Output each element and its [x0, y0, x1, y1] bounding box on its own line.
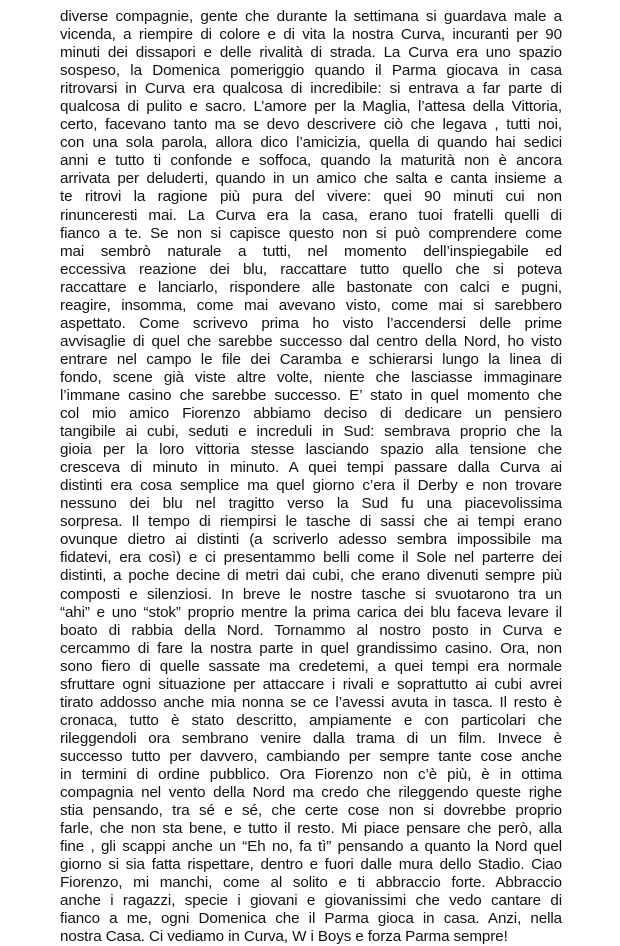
text-line: ritrovarsi in Curva era qualcosa di incredibile: si entrava a far parte di: [60, 80, 562, 98]
text-line: eccessiva reazione dei blu, raccattare tutto quello che si poteva: [60, 260, 562, 278]
text-line: farle, che non sta bene, e tutto il resto. Mi piace pensare che però, alla: [60, 820, 562, 838]
text-line: in termini di ordine pubblico. Ora Fiorenzo non c’è più, è in ottima: [60, 765, 562, 783]
text-line: col mio amico Fiorenzo abbiamo deciso di dedicare un pensiero: [60, 405, 562, 423]
text-line: stia pensando, tra sé e sé, che certe cose non si dovrebbe proprio: [60, 802, 562, 820]
text-line: con una sola parola, allora dico l’amicizia, quella di quando hai sedici: [60, 134, 562, 152]
text-line: te ritrovi la ragione più pura del vivere: quei 90 minuti cui non: [60, 188, 562, 206]
text-line: Fiorenzo, mi manchi, come al solito e ti abbraccio forte. Abbraccio: [60, 874, 562, 892]
text-line: tangibile ai cubi, seduti e increduli in Sud: sembrava proprio che la: [60, 423, 562, 441]
text-line: giorno si sia fatta rispettare, dentro e fuori dalle mura dello Stadio. Ciao: [60, 856, 562, 874]
body-text: [60, 8, 562, 946]
text-line: certo, facevano tanto ma se devo descrivere ciò che legava , tutti noi,: [60, 116, 562, 134]
document-page: [60, 8, 562, 946]
text-line: minuti dei dissapori e delle rivalità di strada. La Curva era uno spazio: [60, 44, 562, 62]
text-line: cercammo di fare la nostra parte in quel grandissimo casino. Ora, non: [60, 639, 562, 657]
text-line: rileggendoli ora sembrano venire dalla trama di un film. Invece è: [60, 729, 562, 747]
text-line: boato di rabbia della Nord. Tornammo al nostro posto in Curva e: [60, 621, 562, 639]
text-line: distinti, a poche decine di metri dai cubi, che erano divenuti sempre più: [60, 567, 562, 585]
text-line: diverse compagnie, gente che durante la settimana si guardava male a: [60, 8, 562, 25]
text-line: sorpresa. Il tempo di riempirsi le tasche di sassi che ai tempi erano: [60, 513, 562, 531]
text-line: ovunque dietro ai distinti (a scriverlo adesso sembra impossibile ma: [60, 531, 562, 549]
text-line: anche i ragazzi, specie i giovani e giovanissimi che vedo cantare di: [60, 892, 562, 910]
text-line: avvisaglie di quel che sarebbe successo dal centro della Nord, ho visto: [60, 332, 562, 350]
text-line: qualcosa di pulito e sacro. L’amore per la Maglia, l’attesa della Vittoria,: [60, 98, 562, 116]
text-line: gioia per la loro vittoria stesse lasciando spazio alla tensione che: [60, 441, 562, 459]
text-line: compagnia nel vento della Nord ma credo che rileggendo queste righe: [60, 784, 562, 802]
text-line: distinti era cosa semplice ma quel giorno c’era il Derby e non trovare: [60, 477, 562, 495]
text-line: arrivata per deluderti, quando in un amico che salta e canta insieme a: [60, 170, 562, 188]
text-line: “ahi” e uno “stok” proprio mentre la prima carica dei blu faceva levare il: [60, 603, 562, 621]
text-line: fine , gli scappi anche un “Eh no, fa tì” pensando a quanto la Nord quel: [60, 838, 562, 856]
text-line: l’immane casino che sarebbe successo. E’ stato in quel momento che: [60, 386, 562, 404]
text-line: sfruttare ogni situazione per attaccare i rivali e soprattutto ai cubi avrei: [60, 675, 562, 693]
text-line: aspettato. Come scrivevo prima ho visto l’accendersi delle prime: [60, 314, 562, 332]
text-line: sono fiero di quelle sassate ma credetemi, a quei tempi era normale: [60, 657, 562, 675]
text-line: fianco a te. Se non si capisce questo non si può comprendere come: [60, 224, 562, 242]
text-line: nostra Casa. Ci vediamo in Curva, W i Boys e forza Parma sempre!: [60, 928, 508, 946]
text-line: reagire, insomma, come mai avevano visto, come mai si sarebbero: [60, 296, 562, 314]
text-line: fidatevi, era così) e ci presentammo belli come il Sole nel parterre dei: [60, 549, 562, 567]
text-line: rinunceresti mai. La Curva era la casa, erano tuoi fratelli quelli di: [60, 206, 562, 224]
text-line: nessuno dei blu nel tragitto verso la Sud fu una piacevolissima: [60, 495, 562, 513]
text-line: vicenda, a riempire di colore e di vita la nostra Curva, incuranti per 90: [60, 26, 562, 44]
text-line: successo tutto per davvero, cambiando per sempre tante cose anche: [60, 747, 562, 765]
text-line: sospeso, la Domenica pomeriggio quando il Parma giocava in casa: [60, 62, 562, 80]
text-line: composti e silenziosi. In breve le nostre tasche si svuotarono tra un: [60, 585, 562, 603]
text-line: fianco a me, ogni Domenica che il Parma gioca in casa. Anzi, nella: [60, 910, 562, 928]
text-line: raccattare e lanciarlo, rispondere alle bastonate con calci e pugni,: [60, 278, 562, 296]
text-line: cronaca, tutto è stato descritto, ampiamente e con particolari che: [60, 711, 562, 729]
text-line: entrare nel campo le file dei Caramba e schierarsi lungo la linea di: [60, 350, 562, 368]
text-line: anni e tutto ti confonde e soffoca, quando la maturità non è ancora: [60, 152, 562, 170]
text-line: cresceva di minuto in minuto. A quei tempi passare dalla Curva ai: [60, 459, 562, 477]
text-line: tirato addosso anche mia nonna se ce l’avessi avuta in tasca. Il resto è: [60, 693, 562, 711]
text-line: fondo, scene già viste altre volte, niente che lasciasse immaginare: [60, 368, 562, 386]
text-line: mai sembrò naturale a tutti, nel momento dell’inspiegabile ed: [60, 242, 562, 260]
